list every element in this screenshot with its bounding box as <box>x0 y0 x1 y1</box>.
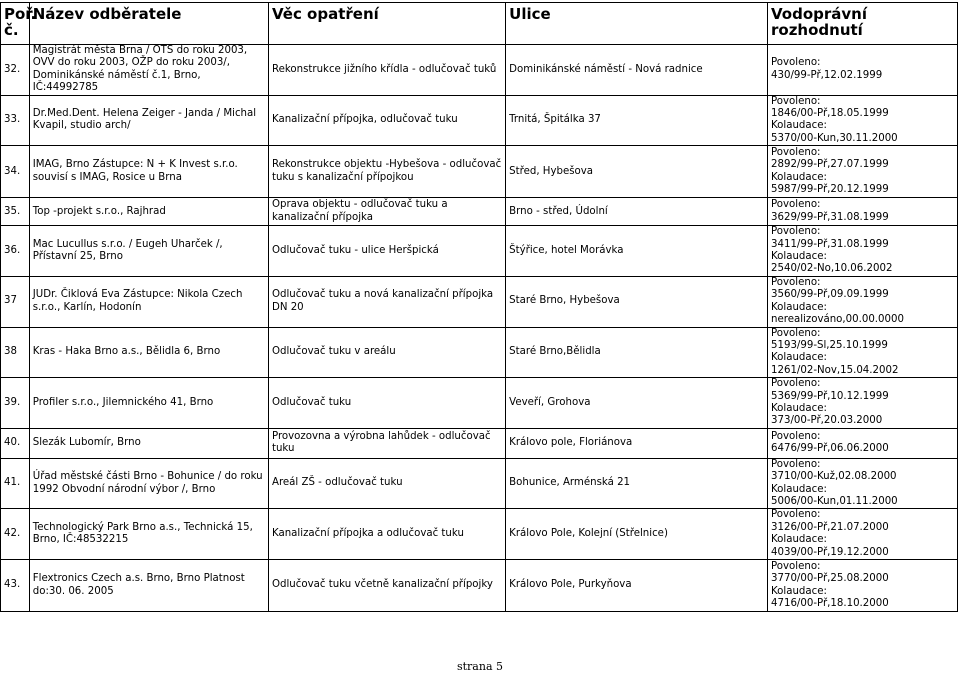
permit-line: Kolaudace: <box>771 251 827 263</box>
header-thing: Věc opatření <box>268 3 505 45</box>
customer-name: JUDr. Čiklová Eva Zástupce: Nikola Czech s.r.o., Karlín, Hodonín <box>29 276 268 327</box>
permit-line: Povoleno: <box>771 199 821 211</box>
row-number: 41. <box>1 458 30 509</box>
table-row <box>1 378 958 429</box>
customer-name: Flextronics Czech a.s. Brno, Brno Platnost do:30. 06. 2005 <box>29 560 268 612</box>
permit-decision <box>768 276 958 327</box>
header-no: Poř. č. <box>1 3 30 45</box>
row-number: 32. <box>1 45 30 96</box>
measure-description: Odlučovač tuku včetně kanalizační přípojky <box>268 560 505 612</box>
customer-name: Dr.Med.Dent. Helena Zeiger - Janda / Michal Kvapil, studio arch/ <box>29 95 268 146</box>
permit-line: Povoleno: <box>771 276 821 288</box>
permit-decision <box>768 458 958 509</box>
table-row <box>1 198 958 226</box>
measure-description: Rekonstrukce objektu -Hybešova - odlučovač tuku s kanalizační přípojkou <box>268 146 505 198</box>
header-name: Název odběratele <box>29 3 268 45</box>
permit-line: Kolaudace: <box>771 171 827 183</box>
street: Dominikánské náměstí - Nová radnice <box>506 45 768 96</box>
permit-line: 1846/00-Př,18.05.1999 <box>771 108 889 120</box>
permit-line: Kolaudace: <box>771 352 827 364</box>
permit-line: Kolaudace: <box>771 402 827 414</box>
street: Bohunice, Arménská 21 <box>506 458 768 509</box>
permit-line: Povoleno: <box>771 146 821 158</box>
permit-line: 3710/00-Kuž,02.08.2000 <box>771 471 897 483</box>
measure-description: Kanalizační přípojka a odlučovač tuku <box>268 509 505 560</box>
permit-decision <box>768 428 958 458</box>
customer-name: Profiler s.r.o., Jilemnického 41, Brno <box>29 378 268 429</box>
street: Staré Brno, Hybešova <box>506 276 768 327</box>
row-number: 36. <box>1 226 30 277</box>
table-row <box>1 276 958 327</box>
permit-line: Povoleno: <box>771 560 821 572</box>
permit-line: 1261/02-Nov,15.04.2002 <box>771 364 899 376</box>
permit-line: 4716/00-Př,18.10.2000 <box>771 597 889 609</box>
customer-name: Mac Lucullus s.r.o. / Eugeh Uharček /, Přístavní 25, Brno <box>29 226 268 277</box>
row-number: 40. <box>1 428 30 458</box>
permit-line: Kolaudace: <box>771 483 827 495</box>
street: Trnitá, Špitálka 37 <box>506 95 768 146</box>
permit-line: 4039/00-Př,19.12.2000 <box>771 546 889 558</box>
measure-description: Odlučovač tuku a nová kanalizační přípojka DN 20 <box>268 276 505 327</box>
street: Štýřice, hotel Morávka <box>506 226 768 277</box>
permit-line: Povoleno: <box>771 57 821 69</box>
street: Brno - střed, Údolní <box>506 198 768 226</box>
table-row <box>1 560 958 612</box>
measure-description: Oprava objektu - odlučovač tuku a kanalizační přípojka <box>268 198 505 226</box>
customer-name: Technologický Park Brno a.s., Technická 15, Brno, IČ:48532215 <box>29 509 268 560</box>
permit-line: 5370/00-Kun,30.11.2000 <box>771 132 898 144</box>
customer-name: Úřad městské části Brno - Bohunice / do roku 1992 Obvodní národní výbor /, Brno <box>29 458 268 509</box>
permit-line: 3126/00-Př,21.07.2000 <box>771 521 889 533</box>
street: Staré Brno,Bělidla <box>506 327 768 378</box>
row-number: 37 <box>1 276 30 327</box>
street: Královo pole, Floriánova <box>506 428 768 458</box>
row-number: 33. <box>1 95 30 146</box>
permit-line: Kolaudace: <box>771 301 827 313</box>
measure-description: Odlučovač tuku - ulice Heršpická <box>268 226 505 277</box>
row-number: 39. <box>1 378 30 429</box>
street: Královo Pole, Kolejní (Střelnice) <box>506 509 768 560</box>
permit-line: 3411/99-Př,31.08.1999 <box>771 238 889 250</box>
permit-line: Povoleno: <box>771 378 821 390</box>
permit-line: 6476/99-Př,06.06.2000 <box>771 443 889 455</box>
street: Veveří, Grohova <box>506 378 768 429</box>
row-number: 35. <box>1 198 30 226</box>
measure-description: Odlučovač tuku v areálu <box>268 327 505 378</box>
customer-name: Magistrát města Brna / OTS do roku 2003, OVV do roku 2003, OŽP do roku 2003/, Dominikánské náměstí č.1, Brno, IČ:44992785 <box>29 45 268 96</box>
customer-name: Kras - Haka Brno a.s., Bělidla 6, Brno <box>29 327 268 378</box>
table-row <box>1 45 958 96</box>
table-body <box>1 45 958 612</box>
header-row <box>1 3 958 45</box>
permit-line: Povoleno: <box>771 327 821 339</box>
permit-decision <box>768 378 958 429</box>
permit-decision <box>768 327 958 378</box>
measure-description: Areál ZŠ - odlučovač tuku <box>268 458 505 509</box>
measure-description: Provozovna a výrobna lahůdek - odlučovač tuku <box>268 428 505 458</box>
measure-description: Kanalizační přípojka, odlučovač tuku <box>268 95 505 146</box>
measure-description: Odlučovač tuku <box>268 378 505 429</box>
permit-line: Povoleno: <box>771 95 821 107</box>
permit-decision <box>768 560 958 612</box>
permit-decision <box>768 198 958 226</box>
row-number: 34. <box>1 146 30 198</box>
customer-name: Top -projekt s.r.o., Rajhrad <box>29 198 268 226</box>
permit-line: 373/00-Př,20.03.2000 <box>771 415 883 427</box>
permit-line: 5193/99-Sl,25.10.1999 <box>771 339 888 351</box>
permit-line: 5369/99-Př,10.12.1999 <box>771 390 889 402</box>
table-row <box>1 327 958 378</box>
permit-line: Kolaudace: <box>771 534 827 546</box>
permit-decision <box>768 509 958 560</box>
customer-name: Slezák Lubomír, Brno <box>29 428 268 458</box>
table-row <box>1 95 958 146</box>
permit-line: 3629/99-Př,31.08.1999 <box>771 211 889 223</box>
permit-line: 5006/00-Kun,01.11.2000 <box>771 495 898 507</box>
permit-line: 5987/99-Př,20.12.1999 <box>771 184 889 196</box>
permit-line: Povoleno: <box>771 458 821 470</box>
row-number: 43. <box>1 560 30 612</box>
permit-line: Povoleno: <box>771 226 821 238</box>
table-row <box>1 458 958 509</box>
street: Královo Pole, Purkyňova <box>506 560 768 612</box>
table-row <box>1 428 958 458</box>
permit-line: Kolaudace: <box>771 120 827 132</box>
permit-decision <box>768 146 958 198</box>
register-table <box>0 2 958 612</box>
street: Střed, Hybešova <box>506 146 768 198</box>
permit-decision <box>768 45 958 96</box>
permit-line: Kolaudace: <box>771 585 827 597</box>
permit-line: 2540/02-No,10.06.2002 <box>771 263 893 275</box>
permit-line: 3770/00-Př,25.08.2000 <box>771 573 889 585</box>
permit-decision <box>768 226 958 277</box>
permit-line: Povoleno: <box>771 430 821 442</box>
permit-line: 430/99-Př,12.02.1999 <box>771 69 883 81</box>
row-number: 38 <box>1 327 30 378</box>
header-street: Ulice <box>506 3 768 45</box>
permit-line: 3560/99-Př,09.09.1999 <box>771 289 889 301</box>
permit-line: 2892/99-Př,27.07.1999 <box>771 159 889 171</box>
header-permit: Vodoprávní rozhodnutí <box>768 3 958 45</box>
page-number: strana 5 <box>456 660 504 673</box>
measure-description: Rekonstrukce jižního křídla - odlučovač tuků <box>268 45 505 96</box>
table-row <box>1 509 958 560</box>
table-row <box>1 146 958 198</box>
row-number: 42. <box>1 509 30 560</box>
permit-line: nerealizováno,00.00.0000 <box>771 314 904 326</box>
permit-decision <box>768 95 958 146</box>
permit-line: Povoleno: <box>771 509 821 521</box>
customer-name: IMAG, Brno Zástupce: N + K Invest s.r.o. souvisí s IMAG, Rosice u Brna <box>29 146 268 198</box>
table-row <box>1 226 958 277</box>
